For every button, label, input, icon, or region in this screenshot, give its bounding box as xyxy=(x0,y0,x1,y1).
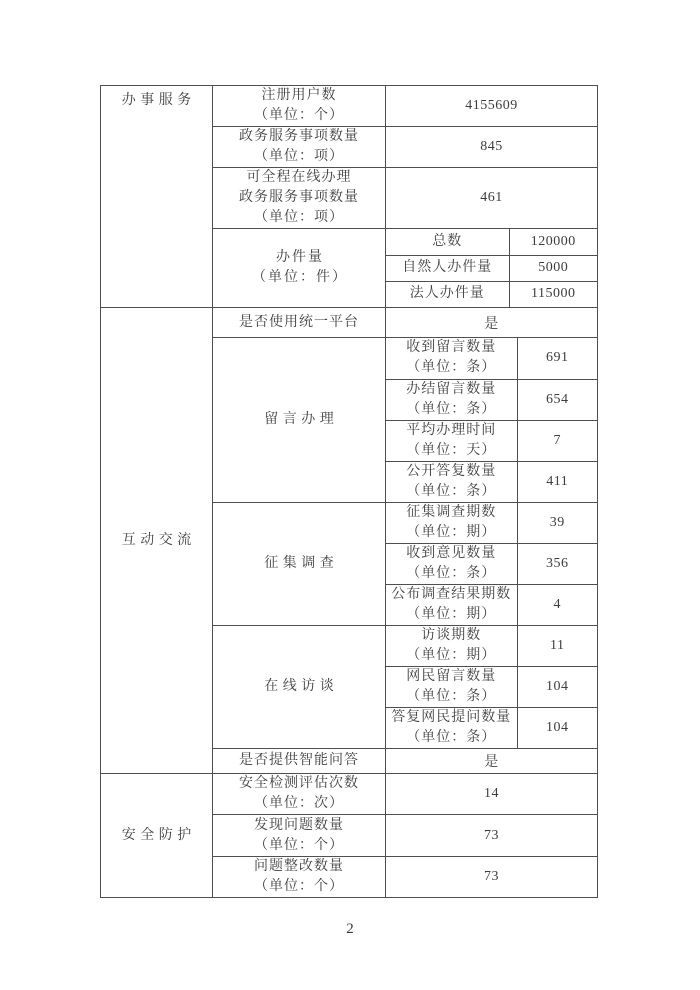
sub-value-cell-total: 120000 xyxy=(509,229,597,255)
item-label: 是否使用统一平台 xyxy=(239,314,359,330)
sub-unit: （单位：条） xyxy=(406,360,497,376)
sub-table-cell-case-volume xyxy=(386,229,598,308)
value-cell-online-service-items: 461 xyxy=(386,168,598,229)
sub-table-cell-online-interview xyxy=(386,626,598,749)
item-label: 办件量 xyxy=(276,250,324,265)
sub-value-cell-results-published: 4 xyxy=(553,597,561,612)
item-unit: （单位：次） xyxy=(254,796,344,811)
sub-label-cell-public-replies xyxy=(386,461,517,502)
sub-unit: （单位：天） xyxy=(406,442,497,458)
value-cell-unified-platform: 是 xyxy=(386,308,598,338)
item-cell-problems-found xyxy=(213,815,386,857)
sub-label: 法人办件量 xyxy=(409,286,485,302)
sub-value-cell-public-replies: 411 xyxy=(546,473,569,489)
sub-unit: （单位：期） xyxy=(406,525,497,540)
item-cell-solicitation-survey xyxy=(213,503,386,626)
item-cell-service-items xyxy=(213,127,386,168)
sub-value-cell-netizen-messages: 104 xyxy=(517,667,597,708)
sub-value-cell-questions-answered: 104 xyxy=(546,720,569,735)
item-label: 留言办理 xyxy=(264,412,339,427)
sub-value-cell-opinions-received: 356 xyxy=(517,544,597,585)
category-cell-office-services xyxy=(101,86,213,308)
item-label: 问题整改数量 xyxy=(254,859,344,874)
sub-unit: （单位：条） xyxy=(406,689,497,704)
value-cell-security-assessments: 14 xyxy=(386,774,598,815)
item-cell-smart-qa xyxy=(213,749,386,774)
sub-label-cell-interview-sessions xyxy=(386,626,517,667)
item-label: 政务服务事项数量 xyxy=(239,129,359,144)
item-cell-case-volume xyxy=(213,229,386,308)
case-volume-subtable xyxy=(386,229,597,307)
item-cell-online-interview xyxy=(213,626,386,749)
sub-label: 自然人办件量 xyxy=(402,260,493,275)
sub-label-cell-messages-received xyxy=(386,338,517,379)
value-cell-problems-rectified: 73 xyxy=(386,857,598,898)
sub-table-cell-solicitation-survey xyxy=(386,503,598,626)
value-cell-problems-found: 73 xyxy=(386,815,598,857)
value-cell-smart-qa: 是 xyxy=(386,749,598,774)
sub-unit: （单位：期） xyxy=(406,648,497,663)
sub-label-cell-questions-answered xyxy=(386,708,517,749)
message-handling-subtable xyxy=(386,338,597,502)
sub-label: 答复网民提问数量 xyxy=(391,710,512,725)
sub-label-cell-opinions-received xyxy=(386,544,517,585)
page-number: 2 xyxy=(346,921,354,937)
sub-value-cell-avg-handling-time: 7 xyxy=(517,420,597,461)
item-cell-problems-rectified xyxy=(213,857,386,898)
sub-label-cell-messages-resolved xyxy=(386,379,517,420)
item-label: 是否提供智能问答 xyxy=(239,753,359,768)
sub-label: 平均办理时间 xyxy=(406,422,497,438)
sub-table-cell-message-handling xyxy=(386,338,598,503)
sub-value-cell-natural-person: 5000 xyxy=(509,255,597,281)
sub-unit: （单位：条） xyxy=(406,730,497,745)
sub-unit: （单位：期） xyxy=(406,607,497,622)
item-cell-online-service-items xyxy=(213,168,386,229)
item-cell-unified-platform xyxy=(213,308,386,338)
sub-label-cell-avg-handling-time xyxy=(386,420,517,461)
sub-label: 公布调查结果期数 xyxy=(391,587,512,602)
solicitation-survey-subtable xyxy=(386,503,597,625)
item-cell-security-assessments xyxy=(213,774,386,815)
sub-label-cell-results-published xyxy=(386,585,517,626)
sub-value-cell-interview-sessions: 11 xyxy=(517,626,597,667)
sub-label: 网民留言数量 xyxy=(406,669,497,684)
sub-value-cell-messages-resolved: 654 xyxy=(517,379,597,420)
sub-label-cell-natural-person xyxy=(386,255,509,281)
item-label: 发现问题数量 xyxy=(254,817,344,833)
item-unit: （单位：个） xyxy=(254,108,344,123)
item-unit: （单位：件） xyxy=(252,270,348,285)
sub-value-cell-legal-person: 115000 xyxy=(531,286,576,302)
statistics-table xyxy=(100,85,598,898)
sub-unit: （单位：条） xyxy=(406,401,497,417)
sub-label: 访谈期数 xyxy=(421,628,482,643)
sub-label-cell-netizen-messages xyxy=(386,667,517,708)
item-unit: （单位：个） xyxy=(254,879,344,894)
item-label: 政务服务事项数量 xyxy=(239,190,359,205)
sub-label-cell-survey-issues xyxy=(386,503,517,544)
category-label: 办事服务 xyxy=(121,93,196,108)
category-cell-security-protection xyxy=(101,774,213,898)
sub-label-cell-legal-person xyxy=(386,281,509,307)
sub-label: 办结留言数量 xyxy=(406,381,497,397)
item-label: 安全检测评估次数 xyxy=(239,776,359,791)
item-label: 可全程在线办理 xyxy=(246,170,352,185)
item-label: 在线访谈 xyxy=(264,679,339,694)
value-cell-registered-users: 4155609 xyxy=(386,86,598,127)
online-interview-subtable xyxy=(386,626,597,748)
sub-label-cell-total xyxy=(386,229,509,255)
sub-value-cell-messages-received: 691 xyxy=(517,338,597,379)
category-cell-interactive-exchange xyxy=(101,308,213,774)
item-unit: （单位：个） xyxy=(254,837,344,853)
item-cell-registered-users xyxy=(213,86,386,127)
category-label: 安全防护 xyxy=(121,827,196,843)
value-cell-service-items: 845 xyxy=(386,127,598,168)
sub-value-cell-survey-issues: 39 xyxy=(517,503,597,544)
item-label: 注册用户数 xyxy=(261,88,337,103)
sub-unit: （单位：条） xyxy=(406,566,497,581)
sub-label: 总数 xyxy=(432,233,463,249)
item-cell-message-handling xyxy=(213,338,386,503)
sub-label: 公开答复数量 xyxy=(406,463,497,479)
item-unit: （单位：项） xyxy=(254,210,344,225)
sub-unit: （单位：条） xyxy=(406,483,497,499)
item-unit: （单位：项） xyxy=(254,149,344,164)
item-label: 征集调查 xyxy=(264,556,339,571)
sub-label: 征集调查期数 xyxy=(406,505,497,520)
category-label: 互动交流 xyxy=(121,532,196,548)
sub-label: 收到意见数量 xyxy=(406,546,497,561)
sub-label: 收到留言数量 xyxy=(406,340,497,356)
